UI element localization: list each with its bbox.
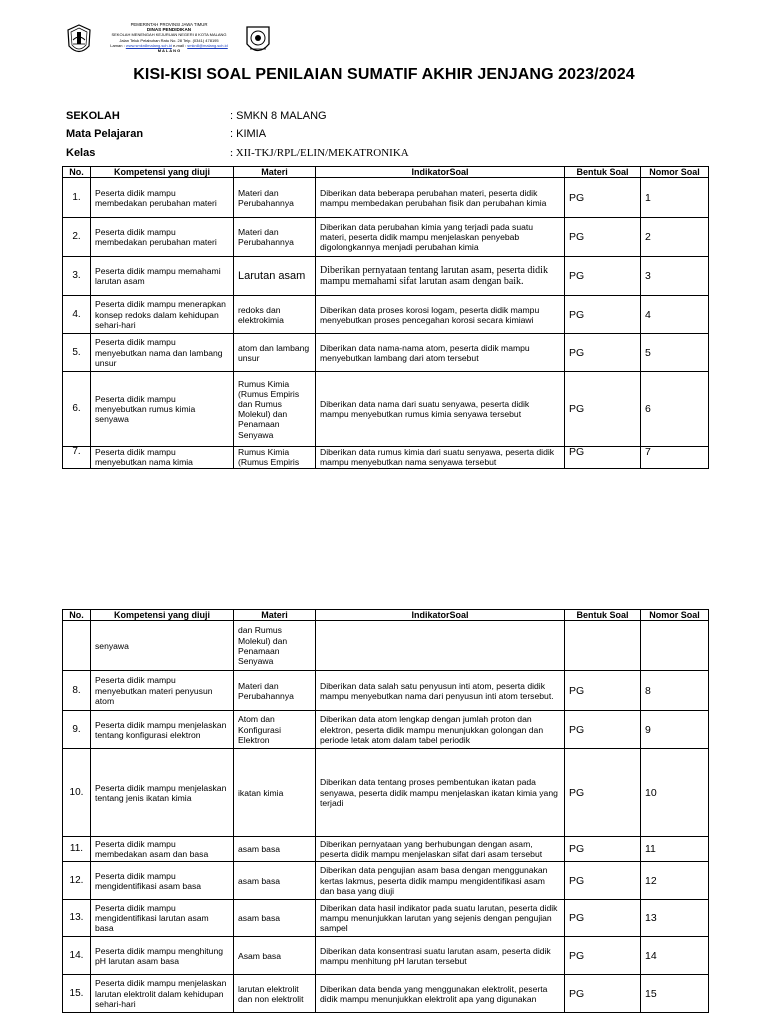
kisi-table-page2 xyxy=(62,609,709,1013)
cell-bentuk: PG xyxy=(565,178,641,218)
cell-no: 12. xyxy=(63,862,91,900)
letterhead-site-link[interactable]: www.smkn8malang.sch.id xyxy=(125,42,172,48)
cell-nomor: 1 xyxy=(641,178,709,218)
province-emblem-icon xyxy=(66,24,92,58)
cell-no: 5. xyxy=(63,334,91,372)
cell-materi: Asam basa xyxy=(234,937,316,975)
cell-indikator: Diberikan data tentang proses pembentukan ikatan pada senyawa, peserta didik mampu menjelaskan ikatan kimia yang terjadi xyxy=(316,749,565,837)
table-row xyxy=(63,711,709,749)
cell-kompetensi: Peserta didik mampu menjelaskan tentang konfigurasi elektron xyxy=(91,711,234,749)
cell-kompetensi: Peserta didik mampu menyebutkan nama dan lambang unsur xyxy=(91,334,234,372)
letterhead xyxy=(66,22,272,60)
cell-materi: Materi dan Perubahannya xyxy=(234,671,316,711)
cell-no: 13. xyxy=(63,900,91,937)
cell-no: 10. xyxy=(63,749,91,837)
cell-kompetensi: Peserta didik mampu menyebutkan nama kimia xyxy=(91,447,234,469)
cell-bentuk: PG xyxy=(565,218,641,257)
cell-materi: Materi dan Perubahannya xyxy=(234,218,316,257)
cell-materi: Rumus Kimia (Rumus Empiris xyxy=(234,447,316,469)
cell-materi: asam basa xyxy=(234,900,316,937)
cell-kompetensi: Peserta didik mampu mengidentifikasi asam basa xyxy=(91,862,234,900)
cell-no: 15. xyxy=(63,975,91,1013)
header-bentuk: Bentuk Soal xyxy=(565,610,641,621)
table-header-row xyxy=(63,610,709,621)
table-row xyxy=(63,178,709,218)
cell-kompetensi: Peserta didik mampu mengidentifikasi larutan asam basa xyxy=(91,900,234,937)
cell-bentuk: PG xyxy=(565,837,641,862)
cell-nomor: 10 xyxy=(641,749,709,837)
table-row xyxy=(63,975,709,1013)
cell-no: 1. xyxy=(63,178,91,218)
letterhead-line4: Jalan Teluk Pelabuhan Ratu No. 28 Telp. (0341) 478195 xyxy=(119,37,219,43)
cell-no: 9. xyxy=(63,711,91,749)
cell-nomor: 15 xyxy=(641,975,709,1013)
cell-materi: larutan elektrolit dan non elektrolit xyxy=(234,975,316,1013)
cell-bentuk: PG xyxy=(565,257,641,296)
cell-indikator: Diberikan data beberapa perubahan materi, peserta didik mampu membedakan perubahan fisik dan perubahan kimia xyxy=(316,178,565,218)
letterhead-email-link[interactable]: smkn8@malang.sch.id xyxy=(187,42,228,48)
cell-bentuk: PG xyxy=(565,447,641,469)
cell-nomor: 11 xyxy=(641,837,709,862)
table-row xyxy=(63,334,709,372)
table-row xyxy=(63,372,709,447)
cell-no: 6. xyxy=(63,372,91,447)
cell-no: 2. xyxy=(63,218,91,257)
cell-materi: dan Rumus Molekul) dan Penamaan Senyawa xyxy=(234,621,316,671)
cell-no: 4. xyxy=(63,296,91,334)
cell-materi: redoks dan elektrokimia xyxy=(234,296,316,334)
letterhead-city: M A L A N G xyxy=(157,48,181,54)
cell-bentuk: PG xyxy=(565,296,641,334)
sekolah-value: : SMKN 8 MALANG xyxy=(230,110,327,122)
cell-indikator: Diberikan data nama-nama atom, peserta didik mampu menyebutkan lambang dari atom tersebut xyxy=(316,334,565,372)
cell-indikator: Diberikan data proses korosi logam, peserta didik mampu menyebutkan proses pencegahan korosi secara kimiawi xyxy=(316,296,565,334)
header-materi: Materi xyxy=(234,167,316,178)
cell-indikator: Diberikan data konsentrasi suatu larutan asam, peserta didik mampu menhitung pH larutan tersebut xyxy=(316,937,565,975)
header-materi: Materi xyxy=(234,610,316,621)
cell-nomor: 5 xyxy=(641,334,709,372)
table-row xyxy=(63,447,709,469)
cell-bentuk: PG xyxy=(565,862,641,900)
mapel-label: Mata Pelajaran xyxy=(66,128,144,140)
cell-nomor: 8 xyxy=(641,671,709,711)
kelas-value: : XII-TKJ/RPL/ELIN/MEKATRONIKA xyxy=(230,147,409,159)
cell-materi: Larutan asam xyxy=(234,257,316,296)
header-indikator: IndikatorSoal xyxy=(316,610,565,621)
header-kompetensi: Kompetensi yang diuji xyxy=(91,167,234,178)
cell-no: 3. xyxy=(63,257,91,296)
cell-nomor: 14 xyxy=(641,937,709,975)
cell-kompetensi: Peserta didik mampu membedakan perubahan materi xyxy=(91,178,234,218)
cell-kompetensi: Peserta didik mampu membedakan perubahan materi xyxy=(91,218,234,257)
cell-nomor: 3 xyxy=(641,257,709,296)
letterhead-email-label: e-mail : xyxy=(172,42,187,48)
table-row xyxy=(63,671,709,711)
cell-bentuk: PG xyxy=(565,975,641,1013)
cell-indikator: Diberikan data atom lengkap dengan jumlah proton dan elektron, peserta didik mampu menunjukkan golongan dan periode letak atom dalam tabel periodik xyxy=(316,711,565,749)
header-no: No. xyxy=(63,610,91,621)
cell-kompetensi: Peserta didik mampu menerapkan konsep redoks dalam kehidupan sehari-hari xyxy=(91,296,234,334)
cell-kompetensi: Peserta didik mampu menjelaskan tentang jenis ikatan kimia xyxy=(91,749,234,837)
table-row xyxy=(63,862,709,900)
letterhead-line1: PEMERINTAH PROVINSI JAWA TIMUR xyxy=(130,22,208,27)
cell-materi: asam basa xyxy=(234,837,316,862)
cell-no: 11. xyxy=(63,837,91,862)
table-header-row xyxy=(63,167,709,178)
cell-kompetensi: Peserta didik mampu memahami larutan asam xyxy=(91,257,234,296)
cell-indikator: Diberikan data benda yang menggunakan elektrolit, peserta didik mampu menunjukkan elektrolit apa yang digunakan xyxy=(316,975,565,1013)
cell-kompetensi: Peserta didik mampu menghitung pH larutan asam basa xyxy=(91,937,234,975)
cell-nomor: 4 xyxy=(641,296,709,334)
cell-kompetensi: Peserta didik mampu menjelaskan larutan elektrolit dalam kehidupan sehari-hari xyxy=(91,975,234,1013)
letterhead-line2: DINAS PENDIDIKAN xyxy=(146,27,192,33)
cell-bentuk xyxy=(565,621,641,671)
cell-nomor: 12 xyxy=(641,862,709,900)
cell-nomor: 2 xyxy=(641,218,709,257)
cell-materi: atom dan lambang unsur xyxy=(234,334,316,372)
table-row xyxy=(63,218,709,257)
cell-kompetensi: Peserta didik mampu membedakan asam dan basa xyxy=(91,837,234,862)
sekolah-label: SEKOLAH xyxy=(66,110,120,122)
header-nomor: Nomor Soal xyxy=(641,167,709,178)
cell-no: 7. xyxy=(63,447,91,469)
cell-no: 14. xyxy=(63,937,91,975)
cell-no xyxy=(63,621,91,671)
cell-kompetensi: senyawa xyxy=(91,621,234,671)
table-row xyxy=(63,749,709,837)
cell-materi: Materi dan Perubahannya xyxy=(234,178,316,218)
cell-bentuk: PG xyxy=(565,937,641,975)
table-row xyxy=(63,257,709,296)
document-title: KISI-KISI SOAL PENILAIAN SUMATIF AKHIR JENJANG 2023/2024 xyxy=(133,66,635,83)
cell-nomor: 9 xyxy=(641,711,709,749)
cell-nomor: 6 xyxy=(641,372,709,447)
cell-nomor: 7 xyxy=(641,447,709,469)
cell-nomor: 13 xyxy=(641,900,709,937)
cell-bentuk: PG xyxy=(565,334,641,372)
letterhead-site-label: Laman : xyxy=(110,42,125,48)
cell-indikator: Diberikan data rumus kimia dari suatu senyawa, peserta didik mampu menyebutkan nama senyawa tersebut xyxy=(316,447,565,469)
cell-indikator: Diberikan pernyataan tentang larutan asam, peserta didik mampu memahami sifat larutan asam dengan baik. xyxy=(316,257,565,296)
cell-indikator: Diberikan data hasil indikator pada suatu larutan, peserta didik mampu menunjukkan larutan yang sejenis dengan pengujian sampel xyxy=(316,900,565,937)
table-row xyxy=(63,937,709,975)
header-kompetensi: Kompetensi yang diuji xyxy=(91,610,234,621)
cell-materi: Rumus Kimia (Rumus Empiris dan Rumus Molekul) dan Penamaan Senyawa xyxy=(234,372,316,447)
cell-kompetensi: Peserta didik mampu menyebutkan rumus kimia senyawa xyxy=(91,372,234,447)
cell-bentuk: PG xyxy=(565,749,641,837)
cell-materi: ikatan kimia xyxy=(234,749,316,837)
header-bentuk: Bentuk Soal xyxy=(565,167,641,178)
header-no: No. xyxy=(63,167,91,178)
table-row xyxy=(63,837,709,862)
letterhead-line3: SEKOLAH MENENGAH KEJURUAN NEGERI 8 KOTA MALANG xyxy=(111,32,227,38)
letterhead-text xyxy=(96,22,242,53)
cell-bentuk: PG xyxy=(565,671,641,711)
cell-kompetensi: Peserta didik mampu menyebutkan materi penyusun atom xyxy=(91,671,234,711)
school-emblem-icon xyxy=(244,24,272,58)
cell-indikator: Diberikan pernyataan yang berhubungan dengan asam, peserta didik mampu menjelaskan sifat dari asam tersebut xyxy=(316,837,565,862)
cell-bentuk: PG xyxy=(565,900,641,937)
cell-indikator: Diberikan data pengujian asam basa dengan menggunakan kertas lakmus, peserta didik mampu mengidentifikasi asam dan basa yang diuji xyxy=(316,862,565,900)
cell-indikator: Diberikan data nama dari suatu senyawa, peserta didik mampu menyebutkan rumus kimia senyawa tersebut xyxy=(316,372,565,447)
table-row xyxy=(63,296,709,334)
mapel-value: : KIMIA xyxy=(230,128,267,140)
header-indikator: IndikatorSoal xyxy=(316,167,565,178)
cell-nomor xyxy=(641,621,709,671)
cell-indikator: Diberikan data perubahan kimia yang terjadi pada suatu materi, peserta didik mampu menjelaskan penyebab digolongkannya menjadi perubahan kimia xyxy=(316,218,565,257)
cell-indikator: Diberikan data salah satu penyusun inti atom, peserta didik mampu menyebutkan nama dari penyusun inti atom tersebut. xyxy=(316,671,565,711)
cell-materi: asam basa xyxy=(234,862,316,900)
table-row xyxy=(63,621,709,671)
cell-bentuk: PG xyxy=(565,372,641,447)
header-nomor: Nomor Soal xyxy=(641,610,709,621)
cell-no: 8. xyxy=(63,671,91,711)
table-row xyxy=(63,900,709,937)
cell-materi: Atom dan Konfigurasi Elektron xyxy=(234,711,316,749)
cell-bentuk: PG xyxy=(565,711,641,749)
cell-indikator xyxy=(316,621,565,671)
kisi-table-page1 xyxy=(62,166,709,469)
kelas-label: Kelas xyxy=(66,147,96,159)
